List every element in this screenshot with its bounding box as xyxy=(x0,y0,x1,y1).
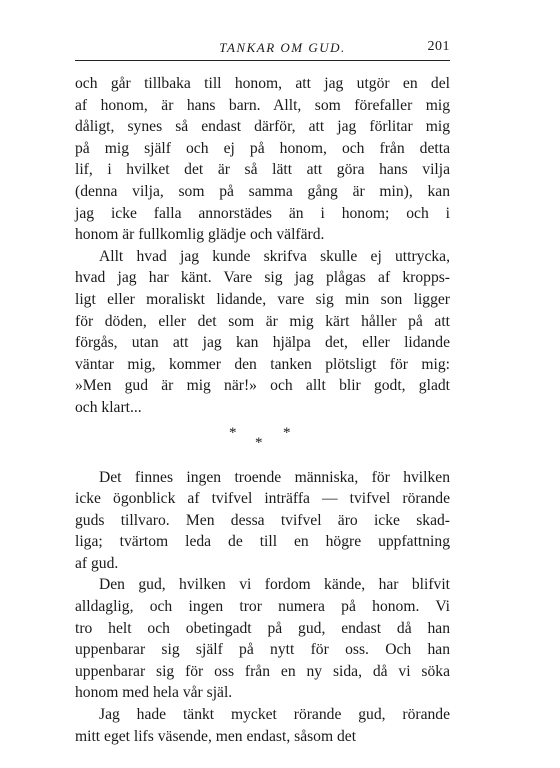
section-separator xyxy=(75,419,450,467)
separator-asterisk: * xyxy=(283,424,291,441)
body-text xyxy=(75,73,450,747)
paragraph xyxy=(75,467,450,575)
text-line: liga; tvärtom leda de till en högre uppfattning xyxy=(75,533,450,551)
page-header xyxy=(75,38,450,61)
text-section-before xyxy=(75,73,450,419)
text-line: honom med hela vår själ. xyxy=(75,684,233,702)
text-line: Den gud, hvilken vi fordom kände, har blifvit xyxy=(99,576,450,594)
paragraph xyxy=(75,704,450,747)
paragraph xyxy=(75,246,450,419)
text-line: af gud. xyxy=(75,554,119,572)
text-line: hvad jag har känt. Vare sig jag plågas af kropps- xyxy=(75,269,450,287)
text-line: tro helt och obetingadt på gud, endast då han xyxy=(75,619,450,637)
text-line: och klart... xyxy=(75,398,142,416)
text-line: af honom, är hans barn. Allt, som förefaller mig xyxy=(75,96,450,114)
text-line: för döden, eller det som är mig kärt håller på att xyxy=(75,312,450,330)
text-line: uppenbarar sig för oss från en ny sida, då vi söka xyxy=(75,662,450,680)
text-line: på mig själf och ej på honom, och från detta xyxy=(75,139,450,157)
text-line: icke ögonblick af tvifvel inträffa — tvifvel rörande xyxy=(75,490,450,508)
text-line: uppenbarar sig själf på nytt för oss. Och han xyxy=(75,641,450,659)
text-line: Jag hade tänkt mycket rörande gud, rörande xyxy=(99,706,450,724)
text-line: förgås, utan att jag kan hjälpa det, eller lidande xyxy=(75,334,450,352)
separator-asterisk: * xyxy=(255,434,263,451)
book-page xyxy=(75,38,450,747)
text-line: mitt eget lifs väsende, men endast, såsom det xyxy=(75,727,357,745)
text-line: ligt eller moraliskt lidande, vare sig min son ligger xyxy=(75,290,450,308)
paragraph xyxy=(75,73,450,246)
separator-asterisk: * xyxy=(229,424,237,441)
text-line: Det finnes ingen troende människa, för hvilken xyxy=(99,468,450,486)
text-line: väntar mig, kommer den tanken plötsligt för mig: xyxy=(75,355,450,373)
running-title: TANKAR OM GUD. xyxy=(219,40,346,55)
text-line: alldaglig, och ingen tror numera på honom. Vi xyxy=(75,598,450,616)
page-number: 201 xyxy=(427,39,450,54)
text-line: Allt hvad jag kunde skrifva skulle ej uttrycka, xyxy=(99,247,450,265)
text-line: »Men gud är mig när!» och allt blir godt, gladt xyxy=(75,377,450,395)
text-line: (denna vilja, som på samma gång är min), kan xyxy=(75,182,450,200)
text-line: lif, i hvilket det är så lätt att göra hans vilja xyxy=(75,161,450,179)
text-line: jag icke falla annorstädes än i honom; och i xyxy=(75,204,450,222)
text-section-after xyxy=(75,467,450,748)
text-line: honom är fullkomlig glädje och välfärd. xyxy=(75,226,325,244)
text-line: och går tillbaka till honom, att jag utgör en del xyxy=(75,75,450,92)
text-line: guds tillvaro. Men dessa tvifvel äro icke skad- xyxy=(75,511,450,529)
text-line: dåligt, synes så endast därför, att jag förlitar mig xyxy=(75,118,450,136)
paragraph xyxy=(75,574,450,704)
